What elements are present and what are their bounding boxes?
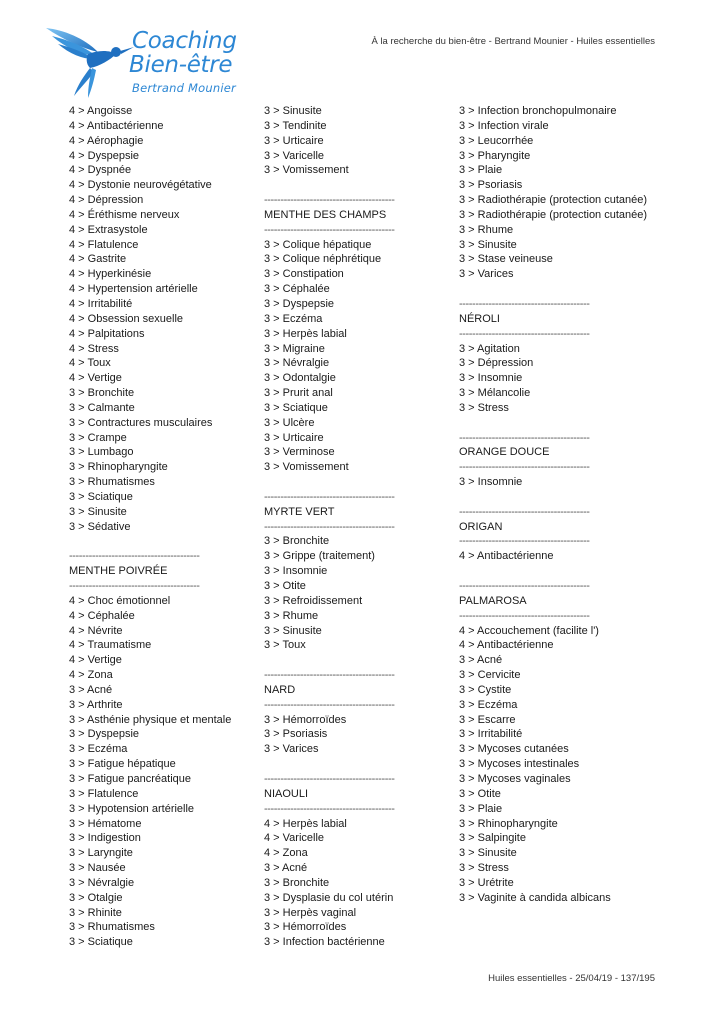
separator-line: ---------------------------------------- [459,327,590,340]
section-heading: NARD [264,683,296,696]
list-item: 3 > Fatigue hépatique [69,758,176,771]
list-item: 4 > Hyperkinésie [69,268,152,281]
column-1 [69,104,231,950]
list-item: 3 > Dyspepsie [69,728,140,741]
list-item: 3 > Psoriasis [264,728,328,741]
list-item: 4 > Antibactérienne [69,119,164,132]
separator-line: ---------------------------------------- [264,772,395,785]
list-item: 3 > Colique hépatique [264,238,372,251]
list-item: 3 > Colique néphrétique [264,253,382,266]
list-item: 3 > Bronchite [264,535,330,548]
list-item: 3 > Flatulence [69,787,139,800]
separator-line: ---------------------------------------- [264,669,395,682]
list-item: 4 > Céphalée [69,609,135,622]
separator-line: ---------------------------------------- [69,580,200,592]
list-item: 4 > Dystonie neurovégétative [69,179,212,192]
list-item: 4 > Hypertension artérielle [69,283,198,296]
list-item: 3 > Infection virale [459,119,549,132]
list-item: 3 > Insomnie [459,372,523,385]
list-item: 3 > Pharyngite [459,149,531,162]
list-item: 3 > Varices [459,268,514,281]
list-item: 4 > Antibactérienne [459,550,554,563]
logo-subtitle: Bertrand Mounier [132,81,236,95]
list-item: 3 > Sciatique [69,936,133,949]
spacer-line [459,490,647,505]
list-item: 3 > Refroidissement [264,594,363,607]
separator-line: ---------------------------------------- [264,490,395,503]
list-item: 3 > Radiothérapie (protection cutanée) [459,194,648,207]
separator-line: ---------------------------------------- [264,698,395,711]
list-item: 4 > Aérophagie [69,134,144,147]
list-item: 3 > Irritabilité [459,728,523,741]
list-item: 4 > Flatulence [69,238,139,251]
spacer-line [264,653,416,668]
list-item: 3 > Calmante [69,401,135,414]
list-item: 3 > Insomnie [264,565,328,578]
separator-line: ---------------------------------------- [459,535,590,548]
list-item: 3 > Névralgie [69,876,135,889]
list-item: 3 > Cervicite [459,669,521,682]
list-item: 3 > Cystite [459,683,512,696]
list-item: 3 > Stress [459,862,509,875]
list-item: 4 > Traumatisme [69,639,152,652]
separator-line: ---------------------------------------- [459,580,590,592]
list-item: 3 > Plaie [459,802,503,815]
list-item: 4 > Toux [69,357,111,370]
list-item: 3 > Grippe (traitement) [264,550,375,563]
list-item: 3 > Rhumatismes [69,476,155,489]
column-2 [264,104,416,950]
list-item: 3 > Psoriasis [459,179,523,192]
list-item: 3 > Hypotension artérielle [69,802,195,815]
column-3 [459,104,647,906]
list-item: 4 > Antibactérienne [459,639,554,652]
list-item: 3 > Rhinopharyngite [69,461,168,474]
list-item: 3 > Plaie [459,164,503,177]
list-item: 3 > Otalgie [69,891,123,904]
list-item: 3 > Sédative [69,520,131,533]
spacer-line [264,757,416,772]
list-item: 3 > Eczéma [264,312,323,325]
list-item: 3 > Hématome [69,817,142,830]
section-heading: ORIGAN [459,520,503,533]
list-item: 3 > Odontalgie [264,372,336,385]
list-item: 3 > Leucorrhée [459,134,534,147]
list-item: 3 > Otite [459,787,501,800]
list-item: 3 > Rhumatismes [69,921,155,934]
list-item: 4 > Dyspepsie [69,149,140,162]
spacer-line [459,564,647,579]
spacer-line [264,475,416,490]
spacer-line [459,416,647,431]
list-item: 3 > Stress [459,401,509,414]
list-item: 4 > Stress [69,342,119,355]
separator-line: ---------------------------------------- [459,505,590,518]
list-item: 3 > Laryngite [69,847,133,860]
list-item: 3 > Mycoses intestinales [459,758,580,771]
list-item: 3 > Varices [264,743,319,756]
list-item: 3 > Constipation [264,268,344,281]
list-item: 4 > Extrasystole [69,223,148,236]
list-item: 3 > Eczéma [459,698,518,711]
separator-line: ---------------------------------------- [264,194,395,207]
list-item: 3 > Eczéma [69,743,128,756]
list-item: 3 > Fatigue pancréatique [69,772,192,785]
list-item: 3 > Nausée [69,862,126,875]
list-item: 3 > Rhinite [69,906,122,919]
list-item: 3 > Acné [264,862,308,875]
logo-title-line1: Coaching [132,28,237,54]
page-footer: Huiles essentielles - 25/04/19 - 137/195 [488,973,655,984]
list-item: 3 > Mycoses vaginales [459,772,571,785]
section-heading: NIAOULI [264,787,309,800]
list-item: 3 > Urticaire [264,134,324,147]
list-item: 4 > Vertige [69,654,122,667]
list-item: 3 > Dyspepsie [264,297,335,310]
list-item: 3 > Lumbago [69,446,134,459]
list-item: 3 > Mycoses cutanées [459,743,569,756]
list-item: 3 > Vomissement [264,164,349,177]
list-item: 3 > Névralgie [264,357,330,370]
list-item: 3 > Céphalée [264,283,330,296]
list-item: 3 > Sinusite [459,847,517,860]
list-item: 3 > Urticaire [264,431,324,444]
list-item: 3 > Herpès vaginal [264,906,357,919]
list-item: 4 > Vertige [69,372,122,385]
spacer-line [69,534,231,549]
list-item: 3 > Infection bactérienne [264,936,385,949]
list-item: 3 > Rhume [459,223,514,236]
section-heading: ORANGE DOUCE [459,446,550,459]
list-item: 4 > Accouchement (facilite l') [459,624,599,637]
list-item: 3 > Acné [69,683,113,696]
section-heading: NÉROLI [459,312,500,325]
page-header: À la recherche du bien-être - Bertrand Mounier - Huiles essentielles [371,36,655,47]
list-item: 4 > Angoisse [69,105,133,117]
list-item: 3 > Dysplasie du col utérin [264,891,394,904]
list-item: 3 > Migraine [264,342,325,355]
list-item: 3 > Insomnie [459,476,523,489]
list-item: 3 > Contractures musculaires [69,416,213,429]
list-item: 3 > Bronchite [264,876,330,889]
section-heading: MENTHE POIVRÉE [69,565,168,578]
list-item: 3 > Ulcère [264,416,315,429]
list-item: 3 > Sinusite [264,624,322,637]
list-item: 4 > Choc émotionnel [69,594,171,607]
separator-line: ---------------------------------------- [459,297,590,310]
list-item: 3 > Verminose [264,446,335,459]
list-item: 3 > Crampe [69,431,127,444]
list-item: 3 > Varicelle [264,149,325,162]
list-item: 4 > Varicelle [264,832,325,845]
list-item: 3 > Sciatique [69,490,133,503]
list-item: 3 > Arthrite [69,698,123,711]
separator-line: ---------------------------------------- [264,223,395,236]
list-item: 3 > Mélancolie [459,387,531,400]
list-item: 3 > Vomissement [264,461,349,474]
spacer-line [459,282,647,297]
list-item: 3 > Sinusite [459,238,517,251]
list-item: 3 > Sinusite [69,505,127,518]
list-item: 4 > Zona [69,669,113,682]
hummingbird-icon [44,24,134,100]
list-item: 3 > Tendinite [264,119,327,132]
list-item: 3 > Infection bronchopulmonaire [459,105,617,117]
list-item: 3 > Prurit anal [264,387,333,400]
list-item: 4 > Névrite [69,624,123,637]
list-item: 4 > Dyspnée [69,164,132,177]
list-item: 4 > Palpitations [69,327,145,340]
list-item: 3 > Indigestion [69,832,141,845]
list-item: 4 > Gastrite [69,253,127,266]
list-item: 3 > Agitation [459,342,520,355]
list-item: 4 > Herpès labial [264,817,347,830]
list-item: 3 > Acné [459,654,503,667]
list-item: 4 > Éréthisme nerveux [69,208,180,221]
separator-line: ---------------------------------------- [69,550,200,563]
list-item: 4 > Dépression [69,194,144,207]
list-item: 3 > Herpès labial [264,327,347,340]
separator-line: ---------------------------------------- [459,431,590,444]
list-item: 4 > Obsession sexuelle [69,312,184,325]
separator-line: ---------------------------------------- [264,520,395,533]
section-heading: PALMAROSA [459,594,527,607]
list-item: 3 > Toux [264,639,306,652]
list-item: 3 > Radiothérapie (protection cutanée) [459,208,648,221]
list-item: 3 > Sciatique [264,401,328,414]
list-item: 3 > Rhinopharyngite [459,817,558,830]
list-item: 3 > Stase veineuse [459,253,553,266]
list-item: 3 > Otite [264,580,306,592]
separator-line: ---------------------------------------- [264,802,395,815]
list-item: 3 > Urétrite [459,876,514,889]
list-item: 3 > Bronchite [69,387,135,400]
list-item: 3 > Dépression [459,357,534,370]
separator-line: ---------------------------------------- [459,461,590,474]
list-item: 4 > Zona [264,847,308,860]
list-item: 4 > Irritabilité [69,297,133,310]
list-item: 3 > Hémorroïdes [264,713,347,726]
list-item: 3 > Asthénie physique et mentale [69,713,232,726]
logo-title-line2: Bien-être [129,52,233,78]
list-item: 3 > Sinusite [264,105,322,117]
logo [44,24,244,100]
list-item: 3 > Vaginite à candida albicans [459,891,611,904]
section-heading: MYRTE VERT [264,505,335,518]
list-item: 3 > Rhume [264,609,319,622]
list-item: 3 > Hémorroïdes [264,921,347,934]
list-item: 3 > Escarre [459,713,516,726]
section-heading: MENTHE DES CHAMPS [264,208,387,221]
spacer-line [264,178,416,193]
separator-line: ---------------------------------------- [459,609,590,622]
list-item: 3 > Salpingite [459,832,526,845]
